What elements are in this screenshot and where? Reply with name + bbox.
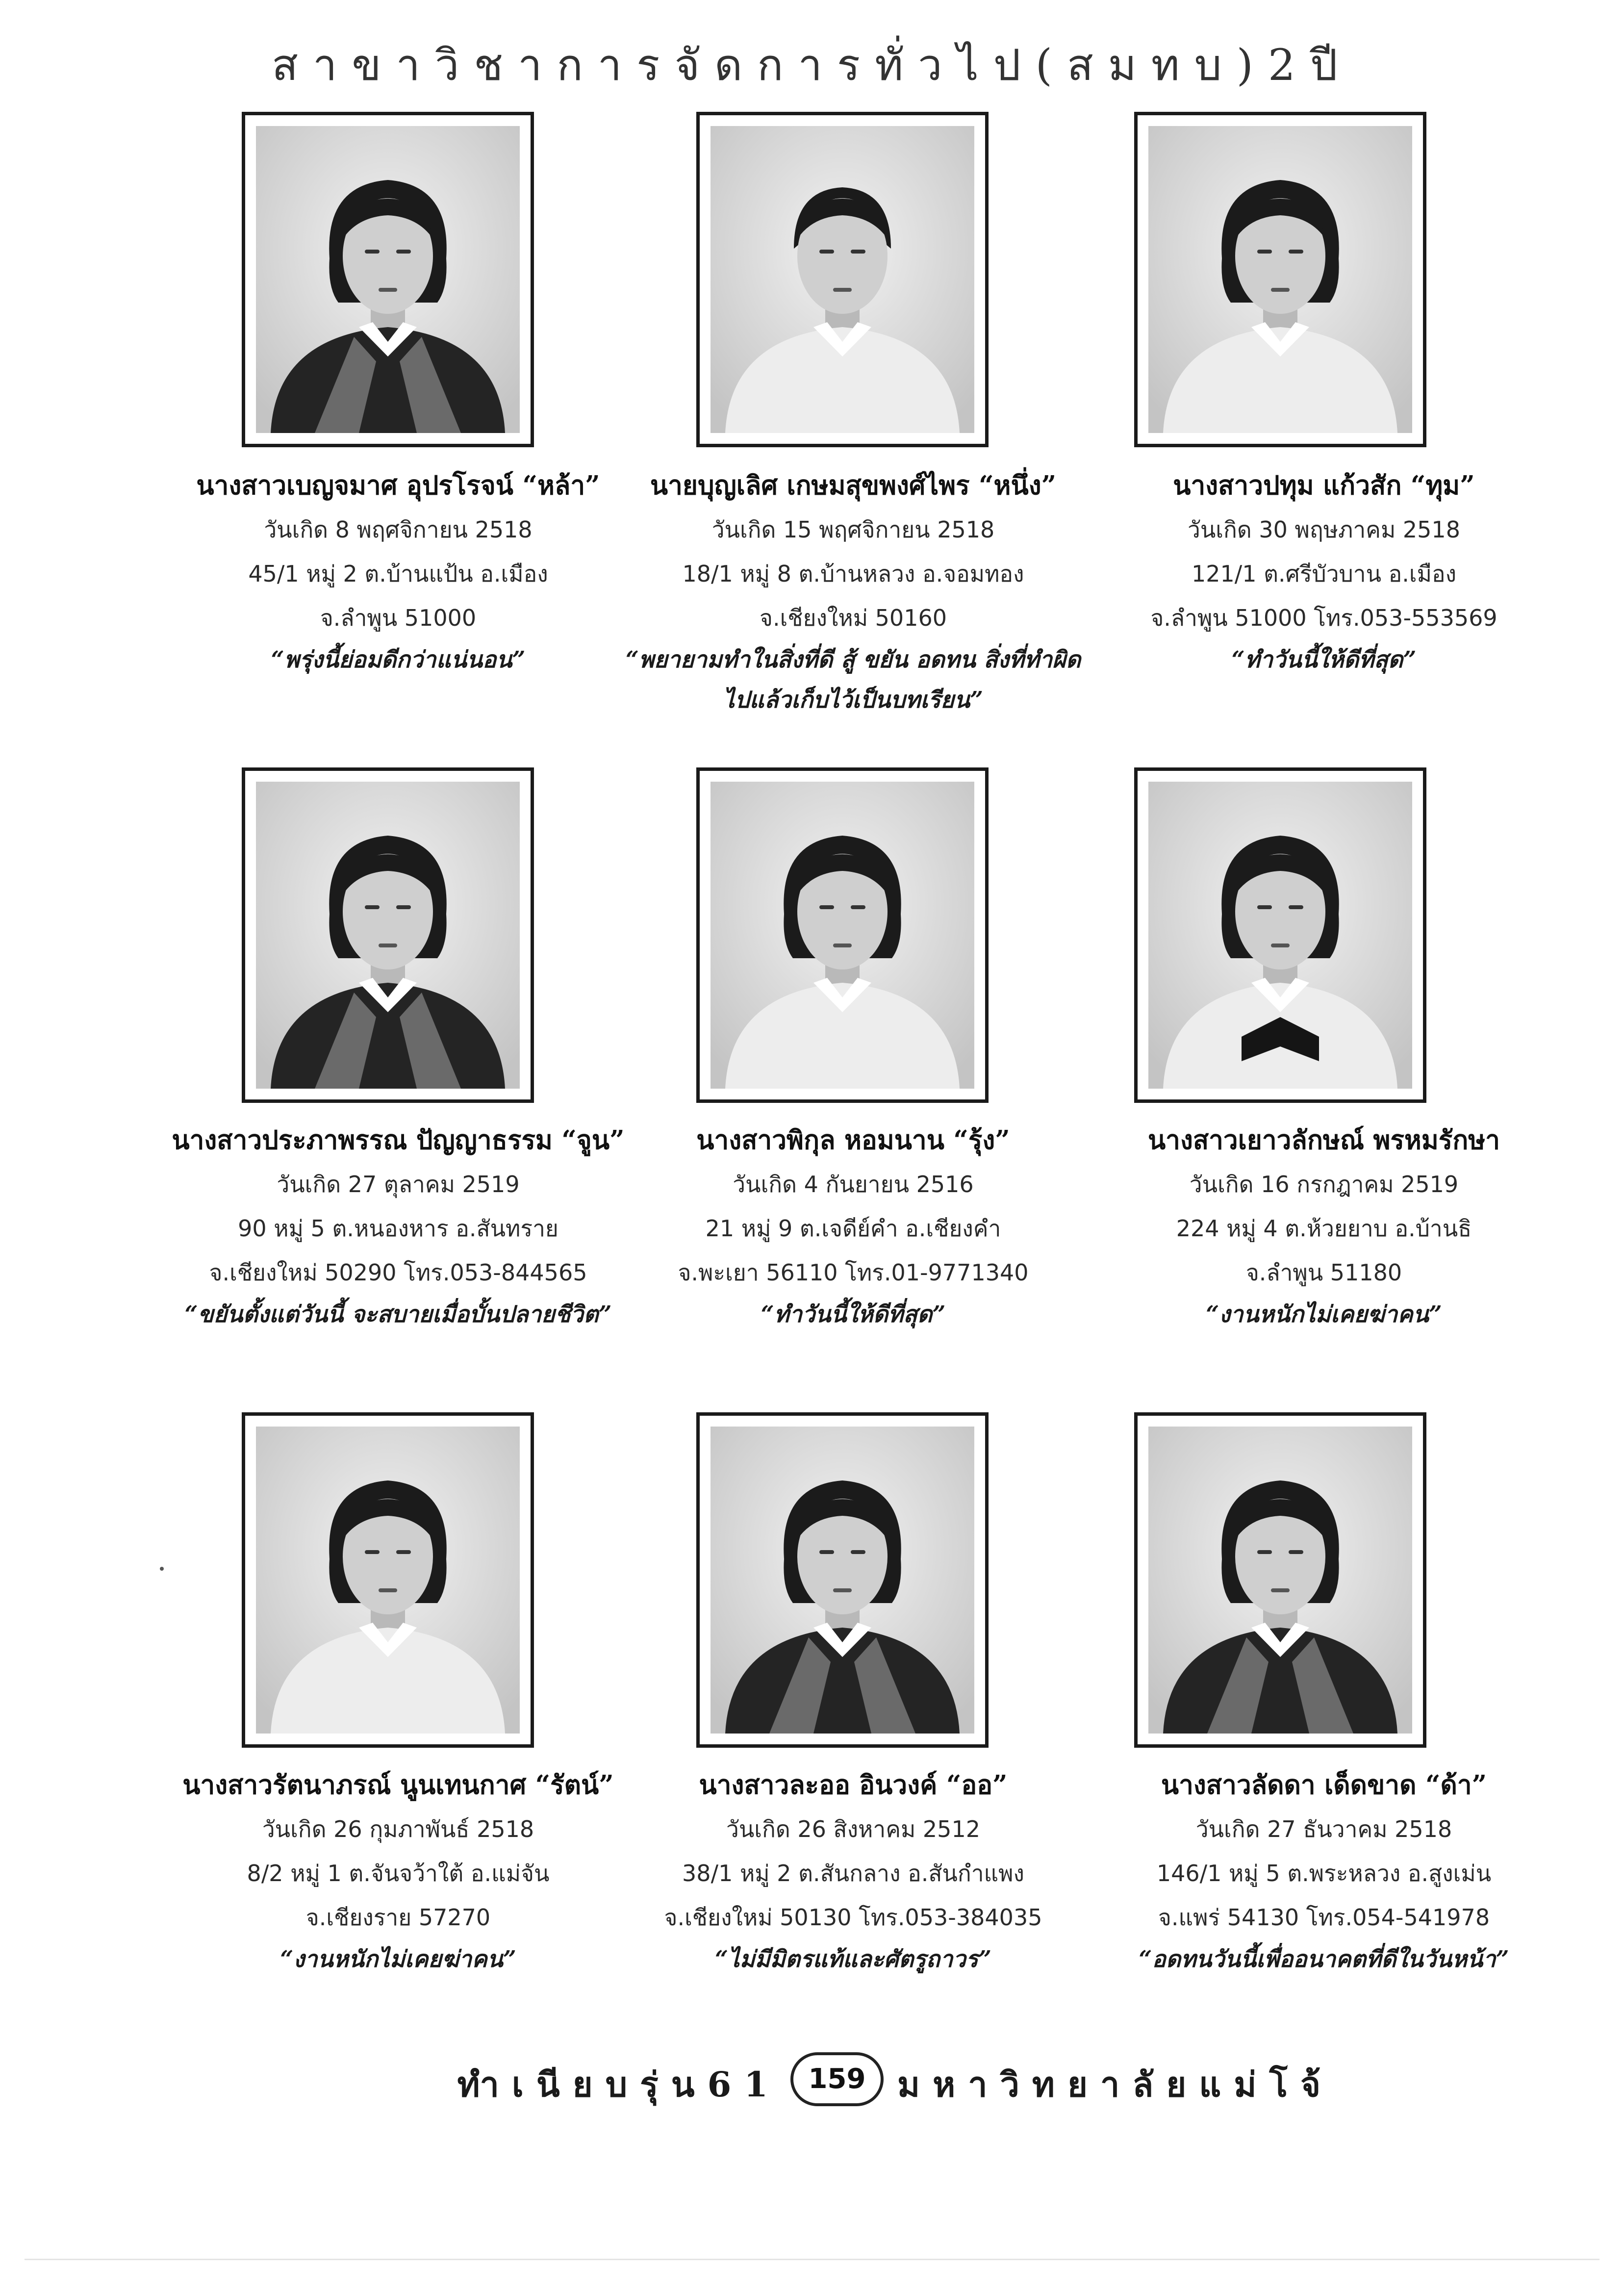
graduate-name: นางสาวประภาพรรณ ปัญญาธรรม “จูน” (172, 1125, 625, 1155)
graduate-motto: “พรุ่งนี้ย่อมดีกว่าแน่นอน” (271, 646, 526, 673)
scan-speck (160, 1567, 164, 1571)
graduate-address-line: 146/1 หมู่ 5 ต.พระหลวง อ.สูงเม่น (1156, 1860, 1492, 1887)
graduate-address-line: 45/1 หมู่ 2 ต.บ้านแป้น อ.เมือง (248, 561, 548, 587)
graduate-address-line: 18/1 หมู่ 8 ต.บ้านหลวง อ.จอมทอง (682, 561, 1024, 587)
graduate-address-line: 121/1 ต.ศรีบัวบาน อ.เมือง (1191, 561, 1457, 587)
footer-university-label: มหาวิทยาลัยแม่โจ้ (897, 2064, 1334, 2105)
graduate-birthdate: วันเกิด 26 สิงหาคม 2512 (726, 1816, 980, 1842)
page-title: สาขาวิชาการจัดการทั่วไป(สมทบ)2ปี (272, 40, 1352, 90)
graduate-name: นางสาวปทุม แก้วสัก “ทุม” (1173, 470, 1475, 501)
graduate-birthdate: วันเกิด 26 กุมภาพันธ์ 2518 (262, 1816, 534, 1842)
graduate-address-line: จ.เชียงราย 57270 (305, 1904, 491, 1931)
footer-class-label: ทำเนียบรุ่น61 (457, 2064, 781, 2105)
graduate-address-line: จ.เชียงใหม่ 50130 โทร.053-384035 (664, 1904, 1042, 1931)
graduate-address-line: จ.ลำพูน 51180 (1245, 1259, 1402, 1286)
graduate-address-line: 21 หมู่ 9 ต.เจดีย์คำ อ.เชียงคำ (705, 1215, 1001, 1242)
graduate-birthdate: วันเกิด 27 ธันวาคม 2518 (1195, 1816, 1452, 1842)
graduate-name: นางสาวละออ อินวงค์ “ออ” (699, 1770, 1008, 1800)
graduate-birthdate: วันเกิด 15 พฤศจิกายน 2518 (711, 516, 995, 543)
portrait-photo (256, 1427, 520, 1734)
graduate-birthdate: วันเกิด 4 กันยายน 2516 (733, 1171, 974, 1198)
graduate-name: นางสาวพิกุล หอมนาน “รุ้ง” (696, 1125, 1010, 1155)
portrait-frame (1134, 1412, 1426, 1748)
graduate-address-line: จ.พะเยา 56110 โทร.01-9771340 (678, 1259, 1029, 1286)
portrait-frame (1134, 767, 1426, 1103)
graduate-address-line: จ.ลำพูน 51000 โทร.053-553569 (1150, 605, 1497, 631)
portrait-frame (1134, 112, 1426, 447)
graduate-address-line: จ.เชียงใหม่ 50290 โทร.053-844565 (209, 1259, 587, 1286)
portrait-frame (696, 1412, 989, 1748)
graduate-motto: “ขยันตั้งแต่วันนี้ จะสบายเมื่อบั้นปลายชีวิต” (184, 1301, 612, 1328)
portrait-frame (242, 767, 534, 1103)
graduate-motto: “พยายามทำในสิ่งที่ดี สู้ ขยัน อดทน สิ่งที่ทำผิดไปแล้วเก็บไว้เป็นบทเรียน” (625, 646, 1081, 714)
portrait-photo (710, 1427, 974, 1734)
graduate-motto: “ทำวันนี้ให้ดีที่สุด” (761, 1301, 946, 1328)
portrait-photo (710, 782, 974, 1089)
portrait-photo (1148, 782, 1412, 1089)
graduate-motto: “อดทนวันนี้เพื่ออนาคตที่ดีในวันหน้า” (1139, 1946, 1509, 1973)
portrait-photo (256, 782, 520, 1089)
graduate-address-line: 8/2 หมู่ 1 ต.จันจว้าใต้ อ.แม่จัน (247, 1860, 550, 1887)
graduate-birthdate: วันเกิด 8 พฤศจิกายน 2518 (264, 516, 533, 543)
graduate-address-line: 38/1 หมู่ 2 ต.สันกลาง อ.สันกำแพง (682, 1860, 1024, 1887)
graduate-address-line: จ.แพร่ 54130 โทร.054-541978 (1158, 1904, 1490, 1931)
graduate-birthdate: วันเกิด 16 กรกฎาคม 2519 (1189, 1171, 1459, 1198)
graduate-birthdate: วันเกิด 30 พฤษภาคม 2518 (1188, 516, 1460, 543)
portrait-frame (242, 1412, 534, 1748)
portrait-frame (696, 767, 989, 1103)
graduate-address-line: จ.ลำพูน 51000 (320, 605, 477, 631)
portrait-photo (256, 126, 520, 433)
graduate-motto: “งานหนักไม่เคยฆ่าคน” (1206, 1301, 1442, 1328)
portrait-photo (710, 126, 974, 433)
graduate-name: นางสาวรัตนาภรณ์ นูนเทนกาศ “รัตน์” (182, 1770, 614, 1800)
page-number: 159 (790, 2052, 884, 2106)
graduate-motto: “ไม่มีมิตรแท้และศัตรูถาวร” (714, 1946, 992, 1973)
page-footer (0, 2052, 1624, 2111)
portrait-frame (242, 112, 534, 447)
graduate-name: นายบุญเลิศ เกษมสุขพงศ์ไพร “หนึ่ง” (650, 470, 1057, 501)
portrait-photo (1148, 1427, 1412, 1734)
scan-edge-line (25, 2259, 1599, 2260)
portrait-photo (1148, 126, 1412, 433)
graduate-motto: “ทำวันนี้ให้ดีที่สุด” (1231, 646, 1417, 673)
graduate-address-line: 90 หมู่ 5 ต.หนองหาร อ.สันทราย (238, 1215, 558, 1242)
graduate-address-line: 224 หมู่ 4 ต.ห้วยยาบ อ.บ้านธิ (1176, 1215, 1472, 1242)
graduate-name: นางสาวเยาวลักษณ์ พรหมรักษา (1147, 1125, 1500, 1155)
portrait-frame (696, 112, 989, 447)
graduate-birthdate: วันเกิด 27 ตุลาคม 2519 (277, 1171, 520, 1198)
graduate-name: นางสาวลัดดา เด็ดขาด “ด้า” (1161, 1770, 1487, 1800)
graduate-motto: “งานหนักไม่เคยฆ่าคน” (280, 1946, 516, 1973)
graduate-name: นางสาวเบญจมาศ อุปรโรจน์ “หล้า” (196, 470, 600, 501)
graduate-address-line: จ.เชียงใหม่ 50160 (760, 605, 947, 631)
